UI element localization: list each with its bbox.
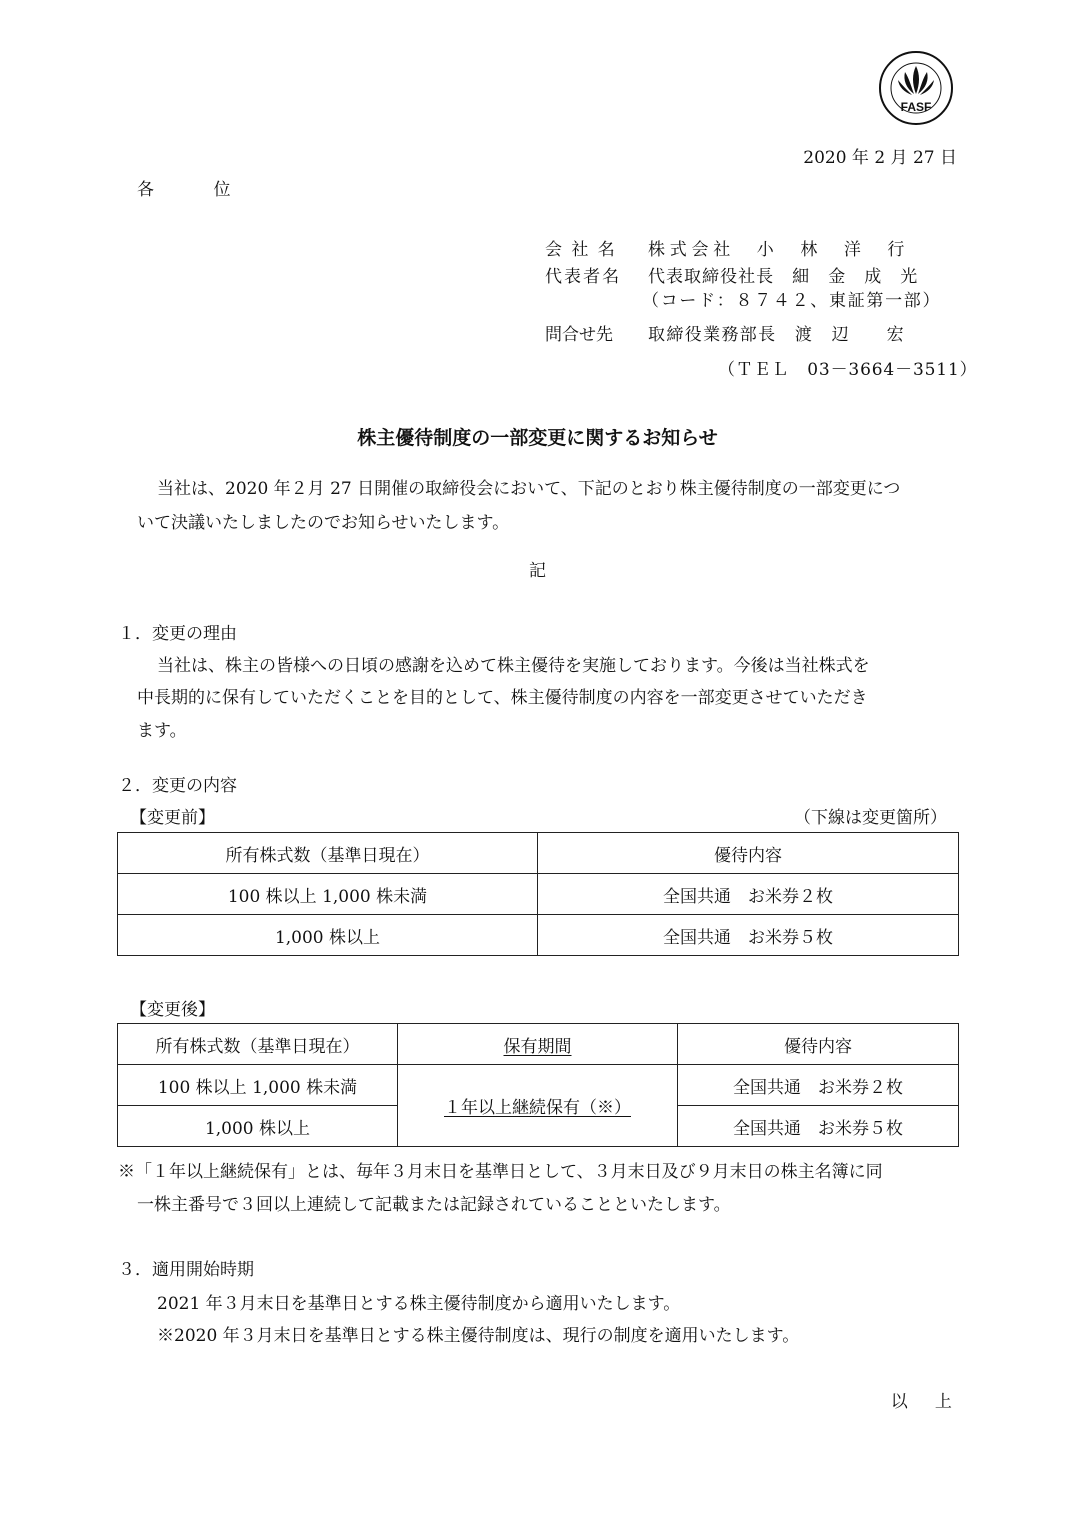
- section-3-heading: ３．適用開始時期: [118, 1260, 254, 1280]
- section-3-line-1: 2021 年３月末日を基準日とする株主優待制度から適用いたします。: [157, 1294, 681, 1314]
- representative-name: 代表取締役社長 細 金 成 光: [648, 267, 919, 287]
- section-1-line-3: ます。: [137, 721, 187, 741]
- intro-line-1: 当社は、2020 年２月 27 日開催の取締役会において、下記のとおり株主優待制度の一部変更につ: [157, 479, 901, 499]
- benefit-cell: 全国共通 お米券２枚: [678, 1065, 959, 1106]
- telephone: （ＴＥＬ 03－3664－3511）: [718, 360, 978, 380]
- ki-label: 記: [529, 561, 546, 581]
- table-row: [118, 1065, 959, 1106]
- benefit-cell: 全国共通 お米券２枚: [538, 874, 959, 915]
- shares-cell: 100 株以上 1,000 株未満: [118, 1065, 398, 1106]
- footnote-line-2: 一株主番号で３回以上連続して記載または記録されていることといたします。: [137, 1195, 731, 1215]
- holding-period-cell: [398, 1065, 678, 1147]
- section-1-line-2: 中長期的に保有していただくことを目的として、株主優待制度の内容を一部変更させていただき: [137, 688, 868, 708]
- stock-code: （コード：８７４２、東証第一部）: [642, 291, 942, 311]
- header-holding-period-text: 保有期間: [503, 1036, 572, 1057]
- benefit-cell: 全国共通 お米券５枚: [538, 915, 959, 956]
- after-table: [117, 1023, 959, 1147]
- benefit-cell: 全国共通 お米券５枚: [678, 1106, 959, 1147]
- page-title: 株主優待制度の一部変更に関するお知らせ: [357, 427, 718, 449]
- section-2-heading: ２．変更の内容: [118, 776, 237, 796]
- company-name-label: 会社名: [545, 240, 625, 260]
- logo-text: FASF: [900, 100, 932, 114]
- representative-label: 代表者名: [545, 267, 622, 287]
- header-benefit: 優待内容: [678, 1024, 959, 1065]
- after-label: 【変更後】: [130, 1000, 215, 1020]
- fasf-seal-icon: [878, 50, 954, 126]
- document-date: 2020 年 2 月 27 日: [803, 148, 957, 168]
- shares-cell: 1,000 株以上: [118, 915, 538, 956]
- header-shares: 所有株式数（基準日現在）: [118, 1024, 398, 1065]
- table-row: [118, 915, 959, 956]
- table-header-row: [118, 833, 959, 874]
- shares-cell: 100 株以上 1,000 株未満: [118, 874, 538, 915]
- before-table: [117, 832, 959, 956]
- holding-period-text: １年以上継続保有（※）: [444, 1098, 631, 1118]
- section-1-heading: １．変更の理由: [118, 624, 237, 644]
- before-label: 【変更前】: [130, 808, 215, 828]
- table-row: [118, 874, 959, 915]
- header-holding-period: [398, 1024, 678, 1065]
- footnote-line-1: ※「１年以上継続保有」とは、毎年３月末日を基準日として、３月末日及び９月末日の株主名簿に同: [118, 1162, 883, 1182]
- underline-note: （下線は変更箇所）: [794, 808, 947, 828]
- header-benefit: 優待内容: [538, 833, 959, 874]
- section-3-line-2: ※2020 年３月末日を基準日とする株主優待制度は、現行の制度を適用いたします。: [157, 1326, 800, 1346]
- closing: 以 上: [890, 1392, 957, 1412]
- company-name: 株式会社 小 林 洋 行: [648, 240, 910, 260]
- table-header-row: [118, 1024, 959, 1065]
- section-1-line-1: 当社は、株主の皆様への日頃の感謝を込めて株主優待を実施しております。今後は当社株式を: [157, 656, 870, 676]
- recipient: 各 位: [137, 180, 239, 200]
- contact-label: 問合せ先: [545, 325, 613, 345]
- shares-cell: 1,000 株以上: [118, 1106, 398, 1147]
- contact-name: 取締役業務部長 渡 辺 宏: [648, 325, 906, 345]
- intro-line-2: いて決議いたしましたのでお知らせいたします。: [137, 513, 510, 533]
- header-shares: 所有株式数（基準日現在）: [118, 833, 538, 874]
